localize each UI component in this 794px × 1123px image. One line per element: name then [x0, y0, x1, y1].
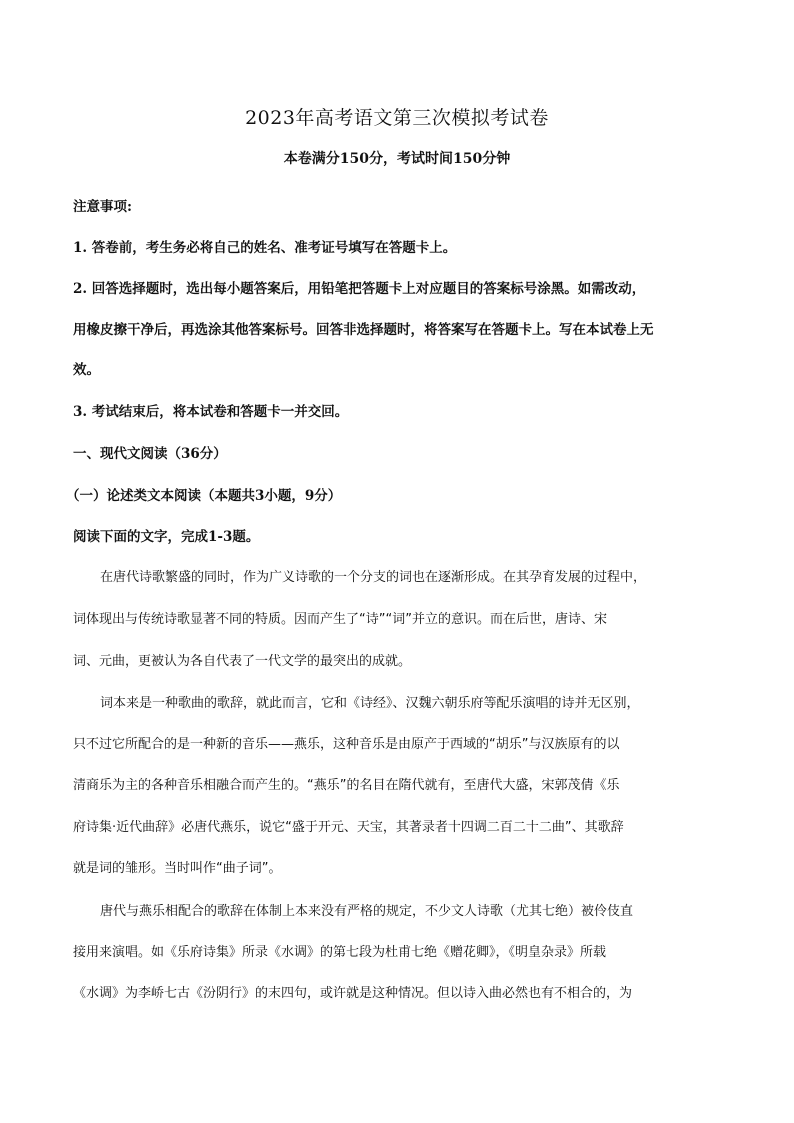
notice-item-2-line-3: 效。: [73, 362, 100, 378]
passage-line: 词体现出与传统诗歌显著不同的特质。因而产生了“诗”“词”并立的意识。而在后世，唐诗、宋: [73, 612, 607, 627]
passage-line: 只不过它所配合的是一种新的音乐——燕乐，这种音乐是由原产于西域的“胡乐”与汉族原有的以: [73, 737, 620, 752]
exam-subtitle: 本卷满分150分，考试时间150分钟: [283, 151, 511, 167]
section-heading: 一、现代文阅读（36分）: [73, 446, 227, 462]
notice-item-2-line-2: 用橡皮擦干净后，再选涂其他答案标号。回答非选择题时，将答案写在答题卡上。写在本试卷上无: [73, 322, 654, 338]
passage-line: 府诗集·近代曲辞》必唐代燕乐，说它“盛于开元、天宝，其著录者十四调二百二十二曲”、其歌辞: [73, 820, 624, 835]
passage-line: 清商乐为主的各种音乐相融合而产生的。“燕乐”的名目在隋代就有，至唐代大盛，宋郭茂倩《乐: [73, 778, 620, 793]
exam-title: 2023年高考语文第三次模拟考试卷: [245, 107, 549, 129]
passage-line: 在唐代诗歌繁盛的同时，作为广义诗歌的一个分支的词也在逐渐形成。在其孕育发展的过程中，: [100, 570, 647, 585]
passage-line: 就是词的雏形。当时叫作“曲子词”。: [73, 861, 282, 876]
passage-line: 接用来演唱。如《乐府诗集》所录《水调》的第七段为杜甫七绝《赠花卿》，《明皇杂录》所载: [73, 945, 607, 960]
passage-line: 《水调》为李峤七古《汾阴行》的末四句，或许就是这种情况。但以诗入曲必然也有不相合的，为: [73, 986, 633, 1001]
section-instruction: 阅读下面的文字，完成1-3题。: [73, 529, 260, 545]
passage-line: 词本来是一种歌曲的歌辞，就此而言，它和《诗经》、汉魏六朝乐府等配乐演唱的诗并无区别，: [100, 696, 640, 711]
passage-line: 词、元曲，更被认为各自代表了一代文学的最突出的成就。: [73, 654, 412, 669]
notice-item-2-line-1: 2. 回答选择题时，选出每小题答案后，用铅笔把答题卡上对应题目的答案标号涂黑。如需改动，: [73, 281, 646, 297]
section-sub-heading: （一）论述类文本阅读（本题共3小题，9分）: [66, 488, 342, 504]
notice-item-3: 3. 考试结束后，将本试卷和答题卡一并交回。: [73, 404, 349, 420]
notice-heading: 注意事项:: [73, 199, 132, 215]
passage-line: 唐代与燕乐相配合的歌辞在体制上本来没有严格的规定，不少文人诗歌（尤其七绝）被伶伎直: [100, 904, 634, 919]
notice-item-1: 1. 答卷前，考生务必将自己的姓名、准考证号填写在答题卡上。: [73, 240, 457, 256]
